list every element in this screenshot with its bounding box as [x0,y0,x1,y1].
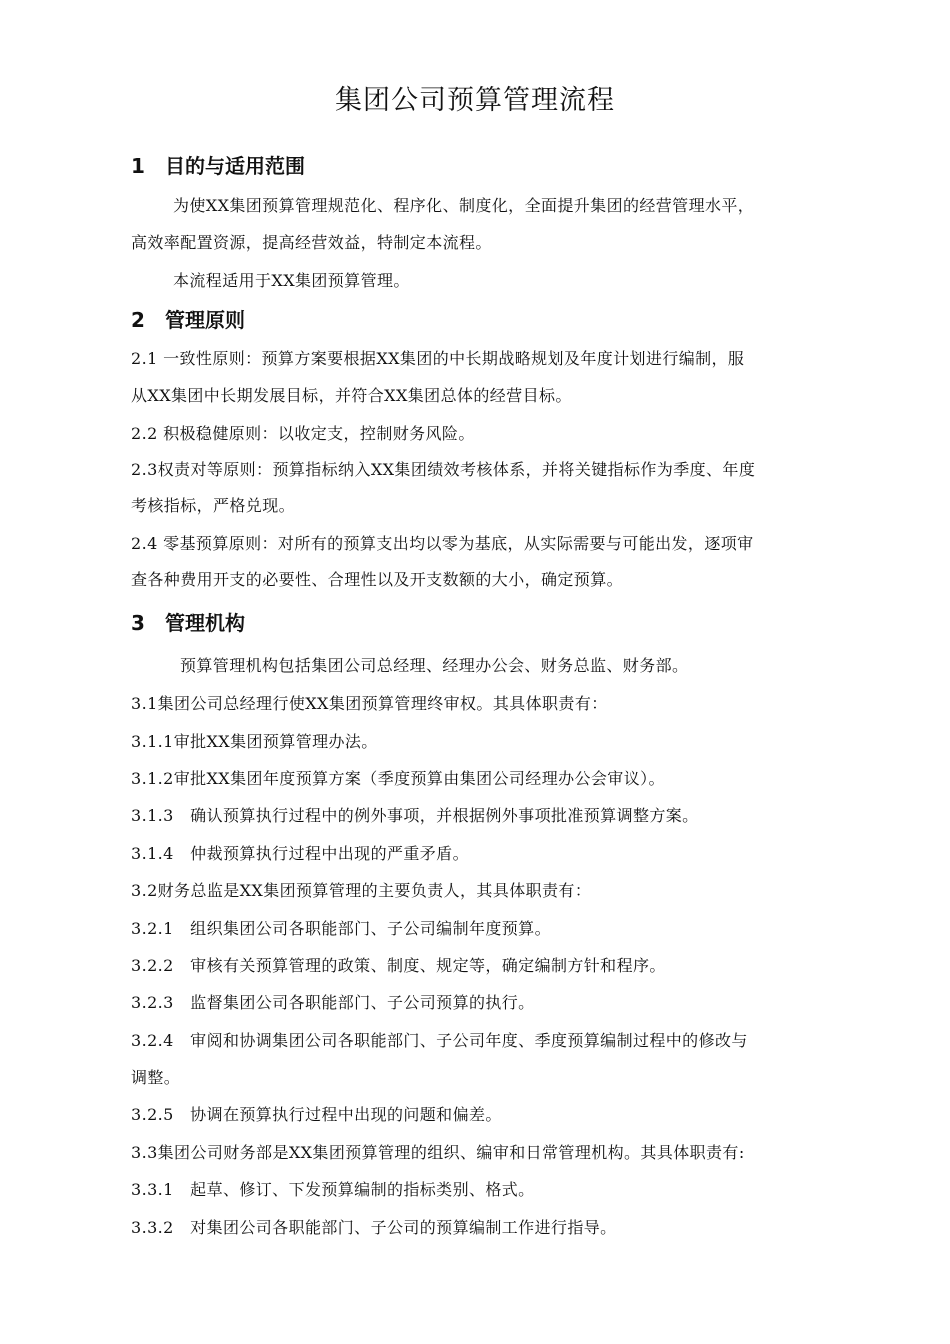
section-heading-1 [131,150,305,179]
paragraph-line: 3.2财务总监是XX集团预算管理的主要负责人，其具体职责有： [131,881,592,900]
paragraph-line: 从XX集团中长期发展目标，并符合XX集团总体的经营目标。 [131,386,572,405]
paragraph-line: 3.1.1审批XX集团预算管理办法。 [131,732,378,751]
paragraph-line: 本流程适用于XX集团预算管理。 [173,271,410,290]
section-title: 目的与适用范围 [165,154,305,178]
section-number: 2 [131,308,145,332]
section-title: 管理原则 [165,308,245,332]
paragraph-line: 3.1集团公司总经理行使XX集团预算管理终审权。其具体职责有： [131,694,608,713]
paragraph-line: 3.1.4 仲裁预算执行过程中出现的严重矛盾。 [131,844,469,863]
paragraph-line: 2.4 零基预算原则：对所有的预算支出均以零为基底，从实际需要与可能出发，逐项审 [131,534,754,553]
paragraph-line: 2.3权责对等原则：预算指标纳入XX集团绩效考核体系，并将关键指标作为季度、年度 [131,460,756,479]
paragraph-line: 3.3.2 对集团公司各职能部门、子公司的预算编制工作进行指导。 [131,1218,617,1237]
paragraph-line: 2.1 一致性原则：预算方案要根据XX集团的中长期战略规划及年度计划进行编制，服 [131,349,745,368]
paragraph-line: 3.1.2审批XX集团年度预算方案（季度预算由集团公司经理办公会审议）。 [131,769,665,788]
paragraph-line: 考核指标，严格兑现。 [131,496,296,515]
section-heading-2 [131,304,245,333]
paragraph-line: 预算管理机构包括集团公司总经理、经理办公会、财务总监、财务部。 [180,656,689,675]
paragraph-line: 调整。 [131,1068,181,1087]
section-heading-3 [131,607,245,636]
paragraph-line: 3.2.4 审阅和协调集团公司各职能部门、子公司年度、季度预算编制过程中的修改与 [131,1031,748,1050]
paragraph-line: 3.2.3 监督集团公司各职能部门、子公司预算的执行。 [131,993,535,1012]
paragraph-line: 3.2.5 协调在预算执行过程中出现的问题和偏差。 [131,1105,502,1124]
paragraph-line: 3.3.1 起草、修订、下发预算编制的指标类别、格式。 [131,1180,535,1199]
paragraph-line: 3.3集团公司财务部是XX集团预算管理的组织、编审和日常管理机构。其具体职责有: [131,1143,745,1162]
section-number: 1 [131,154,145,178]
paragraph-line: 为使XX集团预算管理规范化、程序化、制度化，全面提升集团的经营管理水平， [173,196,755,215]
paragraph-line: 3.1.3 确认预算执行过程中的例外事项，并根据例外事项批准预算调整方案。 [131,806,699,825]
paragraph-line: 查各种费用开支的必要性、合理性以及开支数额的大小，确定预算。 [131,570,624,589]
paragraph-line: 3.2.2 审核有关预算管理的政策、制度、规定等，确定编制方针和程序。 [131,956,666,975]
page-title: 集团公司预算管理流程 [335,85,615,116]
section-number: 3 [131,611,145,635]
paragraph-line: 高效率配置资源，提高经营效益，特制定本流程。 [131,233,492,252]
section-title: 管理机构 [165,611,245,635]
paragraph-line: 2.2 积极稳健原则：以收定支，控制财务风险。 [131,424,475,443]
paragraph-line: 3.2.1 组织集团公司各职能部门、子公司编制年度预算。 [131,919,551,938]
